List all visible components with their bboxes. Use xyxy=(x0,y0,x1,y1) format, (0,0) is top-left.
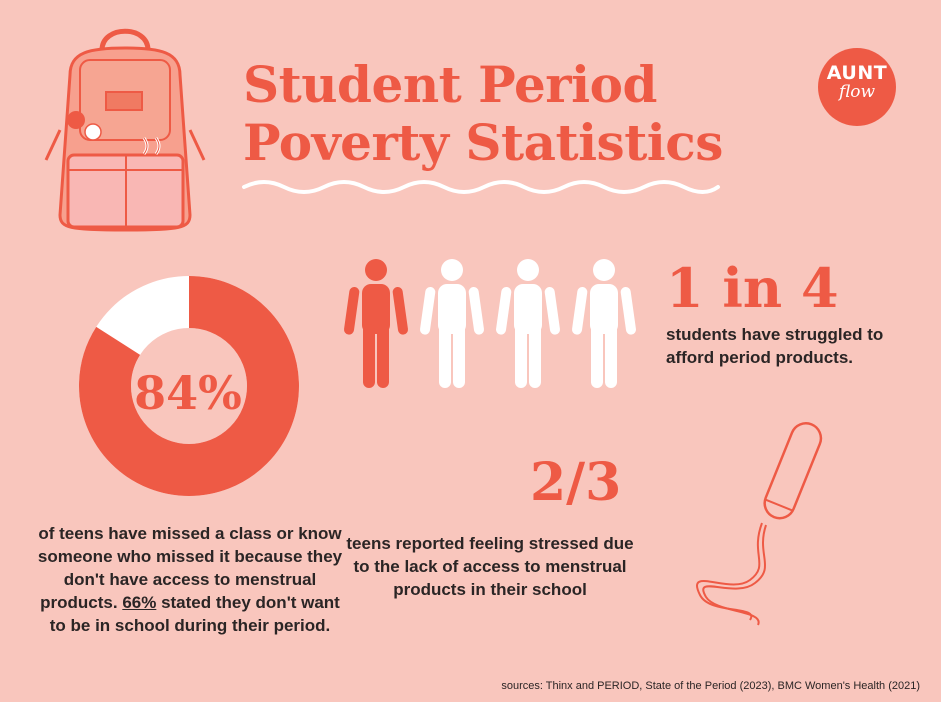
stat-84-value: 84% xyxy=(134,366,242,420)
stat-84-desc-part1: of teens have missed a class or know someone who missed it because they don't have access to menstrual products. xyxy=(37,524,343,612)
page-title xyxy=(243,56,763,172)
title-line-1: Student Period xyxy=(243,55,657,114)
tampon-illustration xyxy=(680,415,850,635)
person-figure-icon xyxy=(497,258,559,390)
logo-line-2: flow xyxy=(838,82,876,102)
backpack-illustration xyxy=(40,20,210,235)
person-figure-icon xyxy=(421,258,483,390)
title-line-2: Poverty Statistics xyxy=(243,113,723,172)
stat-84-description xyxy=(30,522,350,637)
stat-1-in-4-description: students have struggled to afford period products. xyxy=(666,325,884,367)
backpack-badge-2 xyxy=(85,124,101,140)
stat-2-3-description: teens reported feeling stressed due to the lack of access to menstrual products in their school xyxy=(346,534,634,599)
stat-84-highlight: 66% xyxy=(122,593,157,612)
logo-line-1: AUNT xyxy=(826,62,888,84)
stat-84-desc-part2: stated they don't want to be in school during their period. xyxy=(49,593,340,635)
person-figure-icon xyxy=(573,258,635,390)
stat-2-3-value: 2/3 xyxy=(530,452,622,513)
sources-citation: sources: Thinx and PERIOD, State of the Period (2023), BMC Women's Health (2021) xyxy=(501,680,920,692)
person-figure-icon xyxy=(345,258,407,390)
wavy-divider xyxy=(242,175,720,199)
stat-1-in-4-value: 1 in 4 xyxy=(666,256,839,320)
aunt-flow-logo xyxy=(818,48,896,126)
backpack-badge-1 xyxy=(67,111,85,129)
